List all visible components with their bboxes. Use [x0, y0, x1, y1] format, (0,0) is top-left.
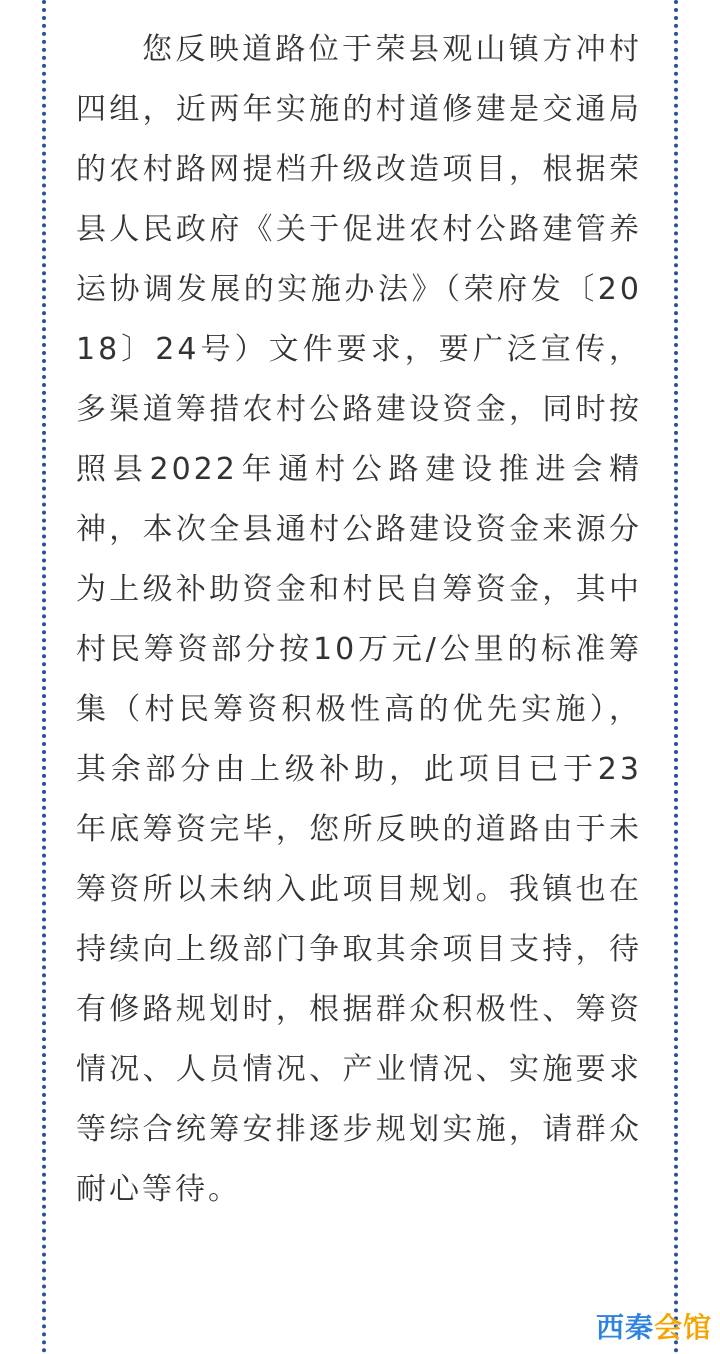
reply-paragraph: 您反映道路位于荣县观山镇方冲村四组，近两年实施的村道修建是交通局的农村路网提档升级改造项目，根据荣县人民政府《关于促进农村公路建管养运协调发展的实施办法》（荣府发〔2018〕24号）文件要求，要广泛宣传，多渠道筹措农村公路建设资金，同时按照县2022年通村公路建设推进会精神，本次全县通村公路建设资金来源分为上级补助资金和村民自筹资金，其中村民筹资部分按10万元/公里的标准筹集（村民筹资积极性高的优先实施），其余部分由上级补助，此项目已于23年底筹资完毕，您所反映的道路由于未筹资所以未纳入此项目规划。我镇也在持续向上级部门争取其余项目支持，待有修路规划时，根据群众积极性、筹资情况、人员情况、产业情况、实施要求等综合统筹安排逐步规划实施，请群众耐心等待。	[76, 32, 642, 1207]
left-dotted-border	[42, 0, 46, 1354]
right-dotted-border	[674, 0, 678, 1354]
watermark-text-part2: 会馆	[653, 1311, 712, 1344]
site-watermark	[596, 1306, 712, 1346]
reply-content	[76, 20, 642, 1220]
watermark-text-part1: 西秦	[595, 1311, 654, 1344]
